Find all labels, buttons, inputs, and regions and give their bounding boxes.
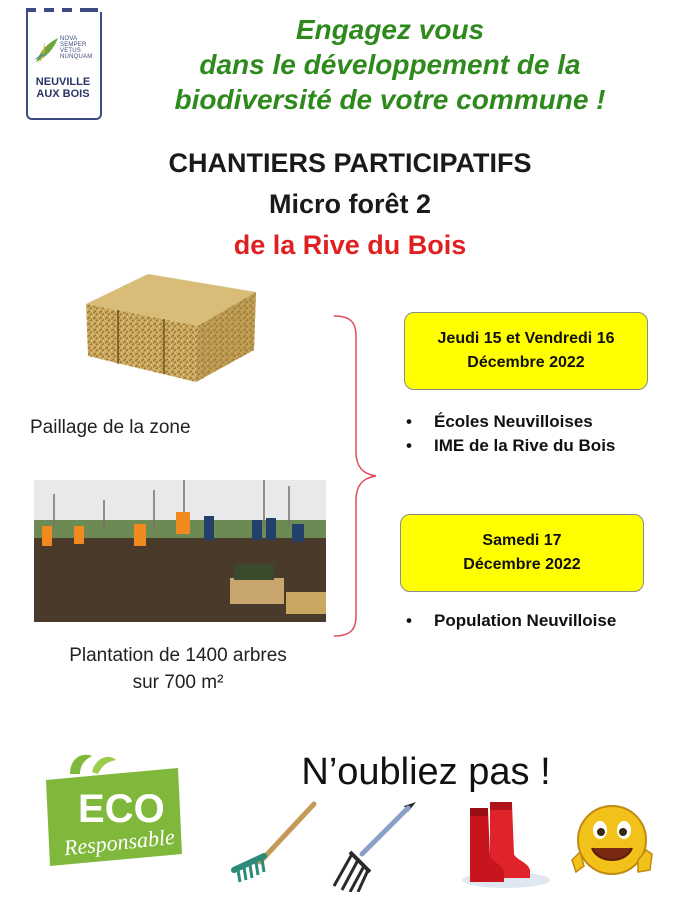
session-1-date-line-1: Jeudi 15 et Vendredi 16 bbox=[437, 330, 615, 347]
tree-planting-photo bbox=[34, 480, 326, 622]
municipality-logo bbox=[22, 8, 104, 126]
title-line-2: Micro forêt 2 bbox=[268, 189, 432, 219]
eco-responsible-logo bbox=[36, 750, 186, 870]
hay-bale-image bbox=[78, 268, 260, 386]
participant-item bbox=[406, 434, 666, 458]
participant-label: Écoles Neuvilloises bbox=[434, 412, 593, 431]
heading-line-3: biodiversité de votre commune ! bbox=[174, 84, 606, 115]
bullet-dot: • bbox=[406, 611, 412, 630]
rubber-boots-icon bbox=[460, 800, 552, 892]
title-line-3: de la Rive du Bois bbox=[233, 230, 467, 260]
session-1-date-box bbox=[404, 312, 648, 390]
call-to-action-heading bbox=[130, 12, 650, 117]
eco-logo-word-1: ECO bbox=[78, 787, 165, 831]
participant-label: Population Neuvilloise bbox=[434, 611, 617, 630]
curly-brace bbox=[330, 312, 380, 640]
participant-item bbox=[406, 609, 666, 633]
bullet-dot: • bbox=[406, 436, 412, 455]
smiley-thumbs-up-icon bbox=[568, 800, 660, 892]
logo-tower-shape bbox=[26, 12, 102, 120]
reminder-heading: N’oubliez pas ! bbox=[301, 751, 551, 793]
mulching-caption: Paillage de la zone bbox=[30, 417, 191, 438]
session-1-date-line-2: Décembre 2022 bbox=[467, 354, 585, 371]
participant-item bbox=[406, 410, 666, 434]
planting-caption-line-1: Plantation de 1400 arbres bbox=[69, 645, 287, 666]
wheat-leaf-icon bbox=[32, 34, 62, 66]
logo-motto: NOVA SEMPER VETUS NUNQUAM bbox=[60, 36, 93, 60]
rake-icon bbox=[230, 800, 322, 892]
heading-line-2: dans le développement de la bbox=[199, 49, 581, 80]
pitchfork-icon bbox=[328, 800, 420, 892]
session-2-date-line-2: Décembre 2022 bbox=[463, 556, 581, 573]
session-2-date-line-1: Samedi 17 bbox=[482, 532, 562, 549]
title-line-1: CHANTIERS PARTICIPATIFS bbox=[168, 148, 532, 178]
eco-logo-word-2: Responsable bbox=[62, 823, 176, 861]
participant-label: IME de la Rive du Bois bbox=[434, 436, 616, 455]
logo-town-name: NEUVILLE AUX BOIS bbox=[35, 76, 91, 100]
planting-caption-line-2: sur 700 m² bbox=[132, 672, 224, 693]
session-2-date-box bbox=[400, 514, 644, 592]
planting-caption bbox=[40, 642, 316, 696]
heading-line-1: Engagez vous bbox=[295, 14, 485, 45]
bullet-dot: • bbox=[406, 412, 412, 431]
